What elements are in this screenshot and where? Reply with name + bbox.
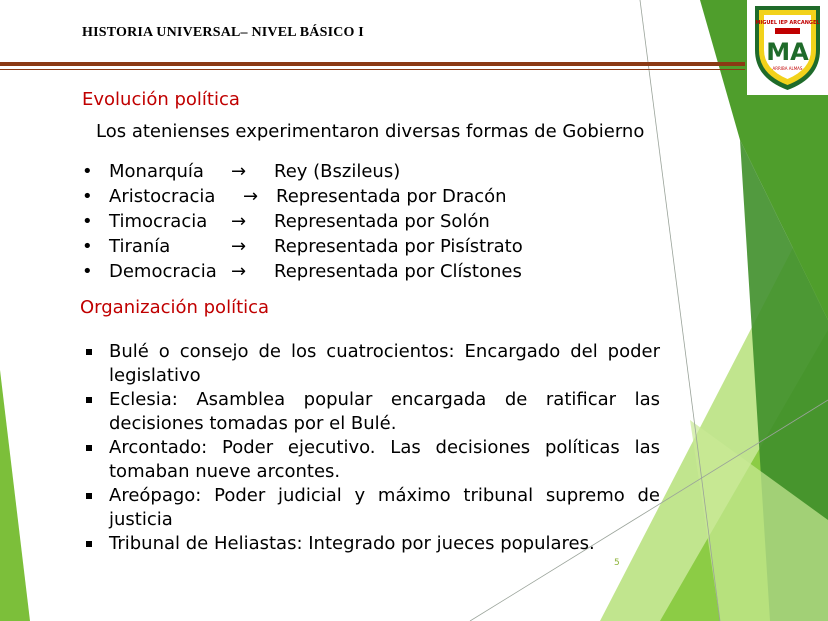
header-rule-thick (0, 62, 745, 66)
form-desc: Representada por Pisístrato (274, 236, 523, 257)
logo-monogram: MA (766, 38, 809, 66)
square-bullet-icon (86, 445, 92, 451)
bullet: • (82, 261, 93, 282)
logo-red-band (775, 28, 800, 34)
school-logo (747, 0, 828, 95)
arrow-icon: → (243, 186, 259, 207)
green-facet-left (0, 370, 30, 621)
list-item (82, 259, 542, 284)
section-title-organizacion: Organización política (80, 297, 270, 318)
political-organization-list (84, 340, 660, 556)
item-text: Bulé o consejo de los cuatrocientos: Encargado del poder legislativo (109, 341, 660, 386)
list-item (82, 209, 542, 234)
section-intro: Los atenienses experimentaron diversas formas de Gobierno (96, 121, 645, 142)
section-title-evolucion: Evolución política (82, 89, 240, 110)
list-item (84, 532, 660, 556)
item-text: Eclesia: Asamblea popular encargada de ratificar las decisiones tomadas por el Bulé. (109, 389, 660, 434)
header-rule-thin (0, 69, 745, 70)
square-bullet-icon (86, 493, 92, 499)
form-name: Timocracia (109, 211, 208, 232)
square-bullet-icon (86, 541, 92, 547)
list-item (84, 340, 660, 388)
arrow-icon: → (231, 211, 247, 232)
form-desc: Representada por Solón (274, 211, 490, 232)
arrow-icon: → (231, 236, 247, 257)
arrow-icon: → (231, 261, 247, 282)
form-desc: Representada por Clístones (274, 261, 522, 282)
logo-bottom-text: ARRIBA ALMAS (772, 66, 803, 71)
square-bullet-icon (86, 349, 92, 355)
bullet: • (82, 236, 93, 257)
bullet: • (82, 211, 93, 232)
form-name: Aristocracia (109, 186, 216, 207)
form-name: Monarquía (109, 161, 204, 182)
item-text: Tribunal de Heliastas: Integrado por jueces populares. (109, 533, 595, 554)
item-text: Arcontado: Poder ejecutivo. Las decisiones políticas las tomaban nueve arcontes. (109, 437, 660, 482)
form-desc: Representada por Dracón (276, 186, 507, 207)
form-name: Tiranía (109, 236, 171, 257)
list-item (84, 388, 660, 436)
page-number: 5 (614, 558, 620, 568)
square-bullet-icon (86, 397, 92, 403)
list-item (82, 234, 542, 259)
list-item (84, 484, 660, 532)
bullet: • (82, 161, 93, 182)
item-text: Areópago: Poder judicial y máximo tribunal supremo de justicia (109, 485, 660, 530)
logo-top-text: MIGUEL IEP ARCANGEL (755, 20, 820, 26)
government-forms-list (82, 159, 542, 284)
header-title: HISTORIA UNIVERSAL– NIVEL BÁSICO I (82, 25, 364, 40)
arrow-icon: → (231, 161, 247, 182)
list-item (84, 436, 660, 484)
bullet: • (82, 186, 93, 207)
list-item (82, 159, 542, 184)
form-desc: Rey (Bszileus) (274, 161, 401, 182)
form-name: Democracia (109, 261, 217, 282)
list-item (82, 184, 542, 209)
